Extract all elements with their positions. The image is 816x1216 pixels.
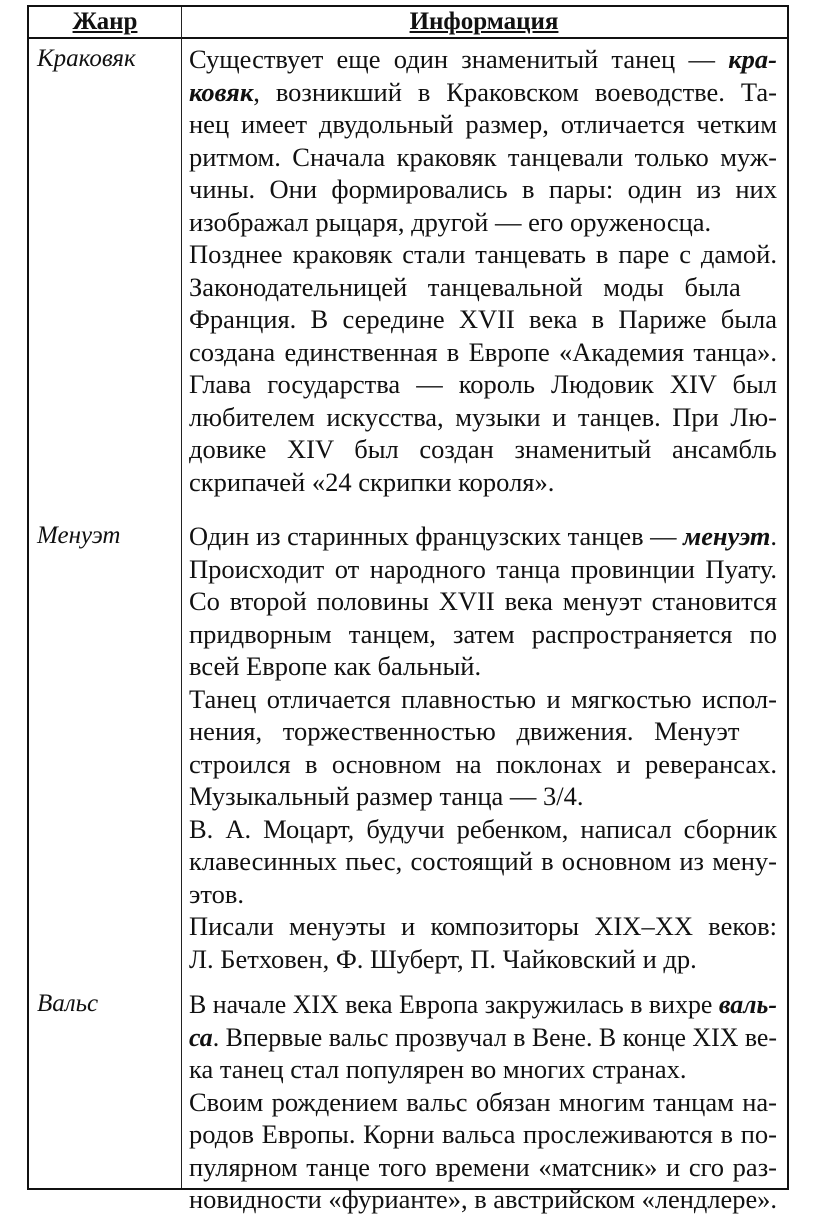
- text-line: [189, 1151, 779, 1184]
- text-line: [189, 910, 779, 943]
- text-line: [189, 1183, 779, 1216]
- text-line-content: [189, 1021, 777, 1054]
- emphasized-term: менуэт: [683, 521, 771, 551]
- text-line-content: [189, 271, 741, 304]
- text-line: [189, 43, 779, 76]
- text-line: [189, 585, 779, 618]
- text-segment: , возникший в Краковском воеводстве. Та-: [253, 76, 777, 107]
- text-segment: Своим рождением вальс обязан многим танцам на-: [189, 1086, 777, 1117]
- text-segment: родов Европы. Корни вальса прослеживаются в по-: [189, 1119, 777, 1149]
- text-segment: Позднее краковяк стали танцевать в паре с дамой.: [189, 239, 777, 269]
- text-line: [189, 520, 779, 553]
- genre-cell: Краковяк: [37, 45, 136, 72]
- text-line-content: [189, 108, 777, 141]
- text-line-content: [189, 43, 777, 76]
- text-segment: любителем искусства, музыки и танцев. При Лю-: [189, 401, 777, 432]
- text-segment: скрипачей «24 скрипки короля».: [189, 466, 555, 497]
- text-line-content: [189, 878, 244, 911]
- text-line-content: [189, 433, 777, 466]
- table-header: [29, 7, 787, 39]
- emphasized-term: са: [189, 1021, 213, 1052]
- text-segment: Происходит от народного танца провинции Пуату.: [189, 553, 777, 584]
- text-line: [189, 271, 779, 304]
- emphasized-term: кра-: [728, 44, 777, 74]
- text-line: [189, 683, 779, 716]
- text-line: [189, 336, 779, 369]
- text-line-content: [189, 1183, 777, 1216]
- text-segment: довике XIV был создан знаменитый ансамбль: [189, 434, 777, 464]
- text-line: [189, 238, 779, 271]
- text-line: [189, 76, 779, 109]
- text-segment: нец имеет двудольный размер, отличается четким: [189, 109, 777, 139]
- text-line-content: [189, 401, 777, 434]
- text-line-content: [189, 910, 777, 943]
- text-line: [189, 878, 779, 911]
- text-line: [189, 845, 779, 878]
- text-line: [189, 401, 779, 434]
- text-line-content: [189, 520, 777, 553]
- header-info: Информация: [409, 8, 559, 35]
- text-segment: нения, торжественностью движения. Менуэт: [189, 716, 740, 746]
- text-segment: Франция. В середине XVII века в Париже была: [189, 304, 777, 334]
- text-segment: В. А. Моцарт, будучи ребенком, написал сборник: [189, 813, 777, 844]
- genre-cell: Менуэт: [37, 522, 121, 549]
- text-segment: Со второй половины XVII века менуэт становится: [189, 586, 777, 616]
- text-segment: Законодательницей танцевальной моды была: [189, 271, 741, 302]
- text-line: [189, 618, 779, 651]
- text-line: [189, 1021, 779, 1054]
- text-segment: новидности «фурианте», в австрийском «лендлере».: [189, 1184, 777, 1214]
- text-segment: ка танец стал популярен во многих странах.: [189, 1054, 687, 1084]
- text-line-content: [189, 206, 711, 239]
- text-line: [189, 1086, 779, 1119]
- text-line-content: [189, 813, 777, 846]
- text-segment: придворным танцем, затем распространяется по: [189, 618, 777, 649]
- text-line-content: [189, 683, 777, 716]
- text-line-content: [189, 1053, 687, 1086]
- text-segment: чины. Они формировались в пары: один из них: [189, 174, 777, 204]
- text-line: [189, 433, 779, 466]
- text-line: [189, 368, 779, 401]
- text-segment: Танец отличается плавностью и мягкостью испол-: [189, 683, 777, 714]
- text-line-content: [189, 141, 777, 174]
- text-line: [189, 748, 779, 781]
- text-line-content: [189, 715, 740, 748]
- text-line: [189, 813, 779, 846]
- text-line: [189, 988, 779, 1021]
- text-line: [189, 108, 779, 141]
- column-divider: [181, 7, 182, 1188]
- text-segment: В начале XIX века Европа закружилась в вихре: [189, 989, 719, 1019]
- text-line-content: [189, 748, 777, 781]
- genre-cell: Вальс: [37, 990, 99, 1017]
- text-line: [189, 303, 779, 336]
- text-line-content: [189, 780, 584, 813]
- text-segment: .: [770, 521, 777, 551]
- text-line-content: [189, 943, 697, 976]
- text-line-content: [189, 173, 777, 206]
- text-line-content: [189, 618, 777, 651]
- text-segment: этов.: [189, 878, 244, 909]
- text-line: [189, 1053, 779, 1086]
- text-line-content: [189, 466, 554, 499]
- info-cell: [189, 520, 779, 975]
- text-segment: Музыкальный размер танца — 3/4.: [189, 781, 584, 811]
- text-line: [189, 780, 779, 813]
- emphasized-term: ковяк: [189, 76, 254, 107]
- text-line: [189, 206, 779, 239]
- text-segment: ритмом. Сначала краковяк танцевали только муж-: [189, 141, 777, 172]
- text-segment: клавесинных пьес, состоящий в основном из мену-: [189, 846, 777, 876]
- text-line: [189, 1118, 779, 1151]
- text-line: [189, 553, 779, 586]
- text-line-content: [189, 76, 777, 109]
- text-line-content: [189, 553, 777, 586]
- text-line: [189, 943, 779, 976]
- text-line: [189, 715, 779, 748]
- text-segment: Один из старинных французских танцев —: [189, 521, 684, 551]
- text-line-content: [189, 845, 777, 878]
- text-segment: Л. Бетховен, Ф. Шуберт, П. Чайковский и др.: [189, 943, 697, 974]
- header-genre: Жанр: [72, 8, 138, 35]
- text-line: [189, 466, 779, 499]
- text-segment: . Впервые вальс прозвучал в Вене. В конце XIX ве-: [212, 1021, 777, 1052]
- text-line-content: [189, 368, 777, 401]
- text-segment: Глава государства — король Людовик XIV был: [189, 369, 777, 399]
- text-segment: Существует еще один знаменитый танец —: [189, 44, 729, 74]
- text-line-content: [189, 1118, 777, 1151]
- text-line-content: [189, 336, 777, 369]
- text-segment: Писали менуэты и композиторы XIX–XX веков:: [189, 911, 777, 941]
- text-line-content: [189, 650, 481, 683]
- emphasized-term: валь-: [718, 989, 777, 1019]
- text-line-content: [189, 1086, 777, 1119]
- text-line: [189, 650, 779, 683]
- text-segment: создана единственная в Европе «Академия танца».: [189, 336, 777, 367]
- text-line-content: [189, 303, 777, 336]
- info-cell: [189, 988, 779, 1216]
- dance-genres-table: [27, 5, 789, 1214]
- text-line: [189, 141, 779, 174]
- text-line-content: [189, 1151, 777, 1184]
- text-line-content: [189, 585, 777, 618]
- text-segment: строился в основном на поклонах и реверансах.: [189, 748, 777, 779]
- info-cell: [189, 43, 779, 498]
- text-line-content: [189, 238, 777, 271]
- text-segment: всей Европе как бальный.: [189, 651, 482, 681]
- text-line-content: [189, 988, 777, 1021]
- text-line: [189, 173, 779, 206]
- text-segment: изображал рыцаря, другой — его оруженосца.: [189, 206, 712, 237]
- text-segment: пулярном танце того времени «матсник» и сго раз-: [189, 1151, 777, 1182]
